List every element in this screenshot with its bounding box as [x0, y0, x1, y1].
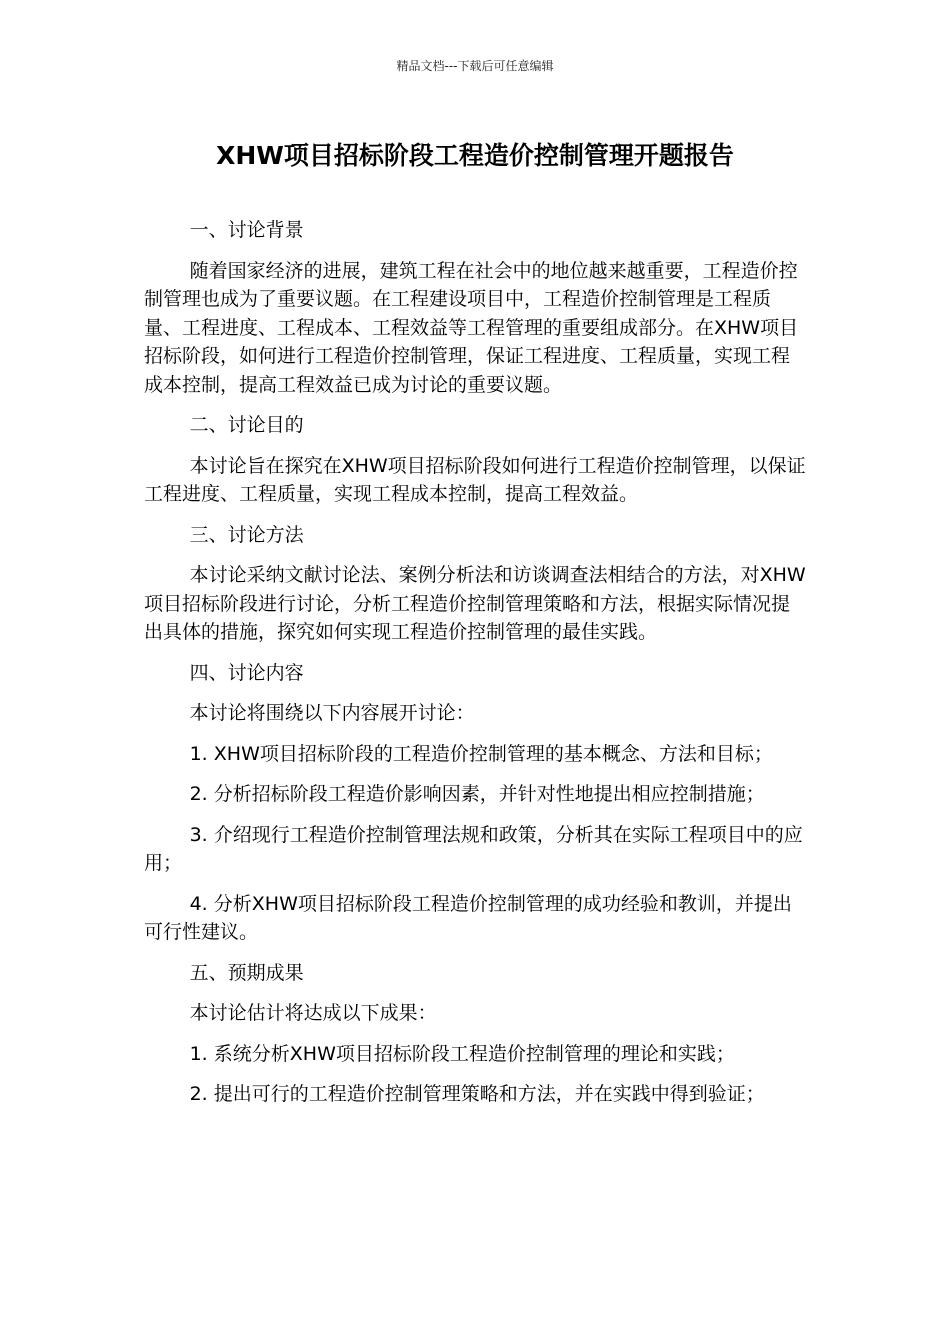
paragraph: 本讨论将围绕以下内容展开讨论： [189, 702, 475, 724]
section-heading: 三、讨论方法 [189, 523, 304, 546]
list-item: 1. 系统分析XHW项目招标阶段工程造价控制管理的理论和实践； [189, 1042, 735, 1065]
section-heading: 一、讨论背景 [189, 219, 304, 241]
document-title: XHW项目招标阶段工程造价控制管理开题报告 [216, 141, 734, 170]
section-heading: 四、讨论内容 [189, 661, 304, 684]
list-item: 2. 分析招标阶段工程造价影响因素，并针对性地提出相应控制措施； [189, 783, 765, 805]
list-item: 1. XHW项目招标阶段的工程造价控制管理的基本概念、方法和目标； [189, 742, 773, 765]
header-note: 精品文档---下载后可任意编辑 [396, 59, 554, 73]
list-item: 4. 分析XHW项目招标阶段工程造价控制管理的成功经验和教训，并提出可行性建议。 [144, 892, 792, 943]
paragraph: 随着国家经济的进展，建筑工程在社会中的地位越来越重要，工程造价控制管理也成为了重要议题。在工程建设项目中，工程造价控制管理是工程质量、工程进度、工程成本、工程效益等工程管理的重要组成部分。在XHW项目招标阶段，如何进行工程造价控制管理，保证工程进度、工程质量，实现工程成本控制，提高工程效益已成为讨论的重要议题。 [144, 259, 799, 396]
paragraph: 本讨论估计将达成以下成果： [189, 1002, 437, 1024]
list-item: 2. 提出可行的工程造价控制管理策略和方法，并在实践中得到验证； [189, 1083, 765, 1105]
section-heading: 二、讨论目的 [189, 414, 304, 436]
section-heading: 五、预期成果 [189, 961, 304, 984]
paragraph: 本讨论采纳文献讨论法、案例分析法和访谈调查法相结合的方法，对XHW项目招标阶段进行讨论，分析工程造价控制管理策略和方法，根据实际情况提出具体的措施，探究如何实现工程造价控制管理的最佳实践。 [144, 564, 806, 643]
document-body [144, 216, 806, 1121]
paragraph: 本讨论旨在探究在XHW项目招标阶段如何进行工程造价控制管理，以保证工程进度、工程质量，实现工程成本控制，提高工程效益。 [144, 454, 806, 505]
list-item: 3. 介绍现行工程造价控制管理法规和政策，分析其在实际工程项目中的应用； [144, 823, 803, 874]
